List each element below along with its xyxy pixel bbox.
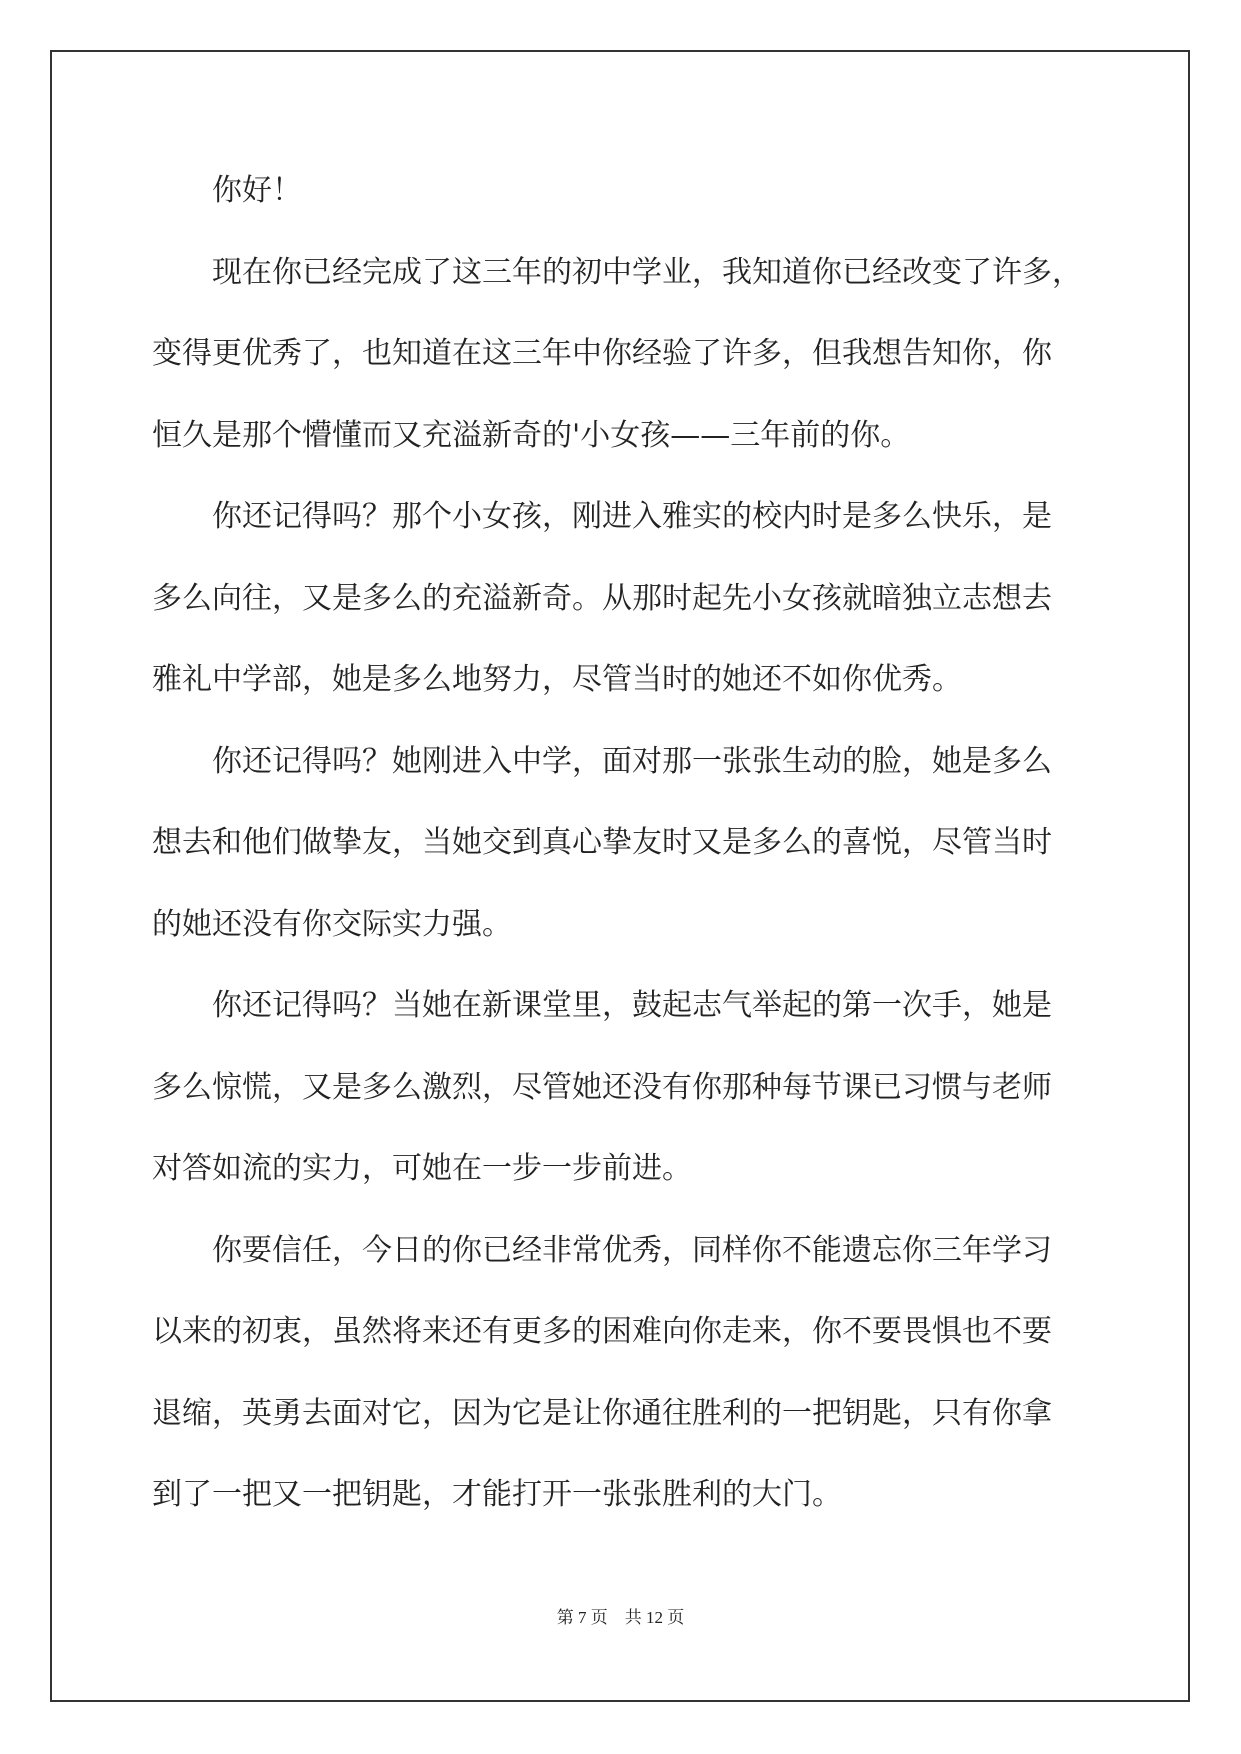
text-line: 你要信任，今日的你已经非常优秀，同样你不能遗忘你三年学习 — [212, 1232, 1052, 1268]
paragraph — [152, 232, 1092, 477]
text-line: 对答如流的实力，可她在一步一步前进。 — [152, 1151, 692, 1186]
text-line: 以来的初衷，虽然将来还有更多的困难向你走来，你不要畏惧也不要 — [152, 1314, 1052, 1349]
text-line: 你还记得吗？那个小女孩，刚进入雅实的校内时是多么快乐，是 — [212, 499, 1052, 534]
text-line: 想去和他们做挚友，当她交到真心挚友时又是多么的喜悦，尽管当时 — [152, 825, 1052, 860]
text-line: 现在你已经完成了这三年的初中学业，我知道你已经改变了许多， — [212, 254, 1082, 290]
paragraph — [152, 476, 1092, 721]
text-line: 退缩，英勇去面对它，因为它是让你通往胜利的一把钥匙，只有你拿 — [152, 1395, 1052, 1431]
text-line: 到了一把又一把钥匙，才能打开一张张胜利的大门。 — [152, 1477, 842, 1512]
text-line: 的她还没有你交际实力强。 — [152, 906, 512, 942]
text-line: 变得更优秀了，也知道在这三年中你经验了许多，但我想告知你，你 — [152, 336, 1052, 371]
paragraph-greeting — [152, 150, 1092, 232]
text-line: 你还记得吗？当她在新课堂里，鼓起志气举起的第一次手，她是 — [212, 988, 1052, 1023]
page-number: 第 7 页 — [556, 1608, 608, 1627]
paragraph — [152, 721, 1092, 966]
text-line: 你好！ — [212, 173, 302, 208]
letter-body — [152, 150, 1092, 1536]
page-footer — [0, 1603, 1241, 1628]
text-line: 你还记得吗？她刚进入中学，面对那一张张生动的脸，她是多么 — [212, 743, 1052, 779]
text-line: 雅礼中学部，她是多么地努力，尽管当时的她还不如你优秀。 — [152, 662, 962, 697]
paragraph — [152, 1210, 1092, 1536]
text-line: 恒久是那个懵懂而又充溢新奇的'小女孩——三年前的你。 — [152, 417, 911, 453]
paragraph — [152, 965, 1092, 1210]
text-line: 多么向往，又是多么的充溢新奇。从那时起先小女孩就暗独立志想去 — [152, 580, 1052, 616]
text-line: 多么惊慌，又是多么激烈，尽管她还没有你那种每节课已习惯与老师 — [152, 1069, 1052, 1105]
page-total: 共 12 页 — [624, 1608, 685, 1627]
